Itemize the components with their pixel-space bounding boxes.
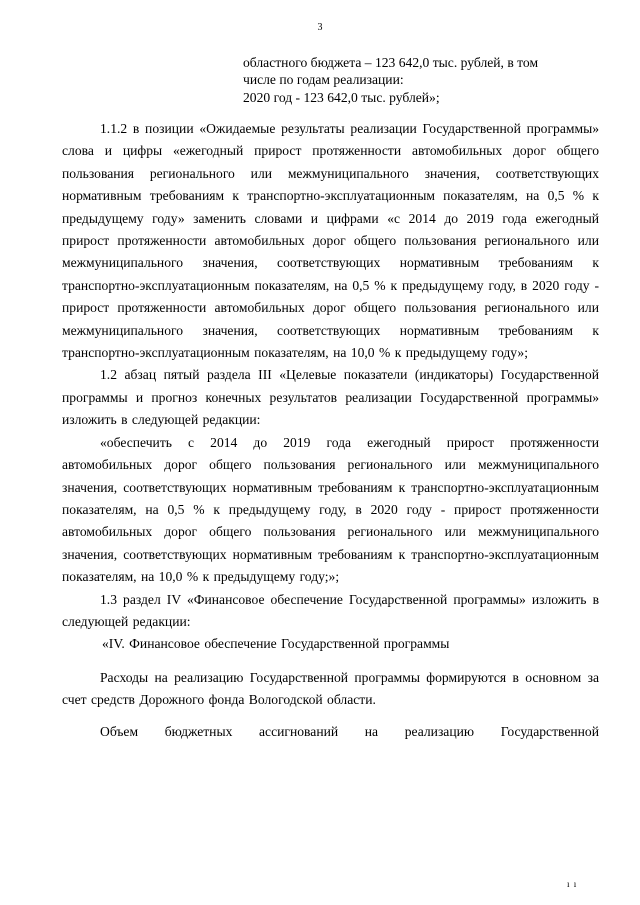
corner-mark: ı ı: [567, 879, 578, 889]
paragraph-1-3: 1.3 раздел IV «Финансовое обеспечение Государственной программы» изложить в следующей редакции:: [62, 591, 599, 629]
budget-continuation-block: [243, 54, 603, 106]
budget-line: областного бюджета – 123 642,0 тыс. рублей, в том: [243, 55, 539, 70]
document-body: [62, 118, 599, 743]
paragraph-quote-indicator: «обеспечить с 2014 до 2019 года ежегодный прирост протяженности автомобильных дорог общего пользования регионального или межмуниципального значения, соответствующих нормативным требованиям к транспортно-эксплуатационным показателям, на 0,5 % к предыдущему году, в 2020 году - прирост протяженности автомобильных дорог общего пользования регионального или межмуниципального значения, соответствующих нормативным требованиям к транспортно-эксплуатационным показателям, на 10,0 % к предыдущему году;»;: [62, 434, 599, 585]
paragraph-expenses: Расходы на реализацию Государственной программы формируются в основном за счет средств Дорожного фонда Вологодской области.: [62, 669, 599, 708]
paragraph-1-1-2: 1.1.2 в позиции «Ожидаемые результаты реализации Государственной программы» слова и цифры «ежегодный прирост протяженности автомобильных дорог общего пользования регионального или межмуниципального значения, соответствующих нормативным требованиям к транспортно-эксплуатационным показателям, на 0,5 % к предыдущему году» заменить словами и цифрами «с 2014 до 2019 года ежегодный прирост протяженности автомобильных дорог общего пользования регионального или межмуниципального значения, соответствующих нормативным требованиям к транспортно-эксплуатационным показателям, на 0,5 % к предыдущему году, в 2020 году - прирост протяженности автомобильных дорог общего пользования регионального или межмуниципального значения, соответствующих нормативным требованиям к транспортно-эксплуатационным показателям, на 10,0 % к предыдущему году»;: [62, 121, 599, 361]
paragraph-budget-volume: Объем бюджетных ассигнований на реализацию Государственной: [100, 723, 599, 739]
page-number: 3: [317, 22, 323, 33]
budget-line: 2020 год - 123 642,0 тыс. рублей»;: [243, 89, 440, 105]
paragraph-1-2: 1.2 абзац пятый раздела III «Целевые показатели (индикаторы) Государственной программы и прогноз конечных результатов реализации Государственной программы» изложить в следующей редакции:: [62, 367, 599, 428]
section-heading: «IV. Финансовое обеспечение Государственной программы: [102, 636, 450, 652]
budget-line: числе по годам реализации:: [243, 72, 404, 88]
